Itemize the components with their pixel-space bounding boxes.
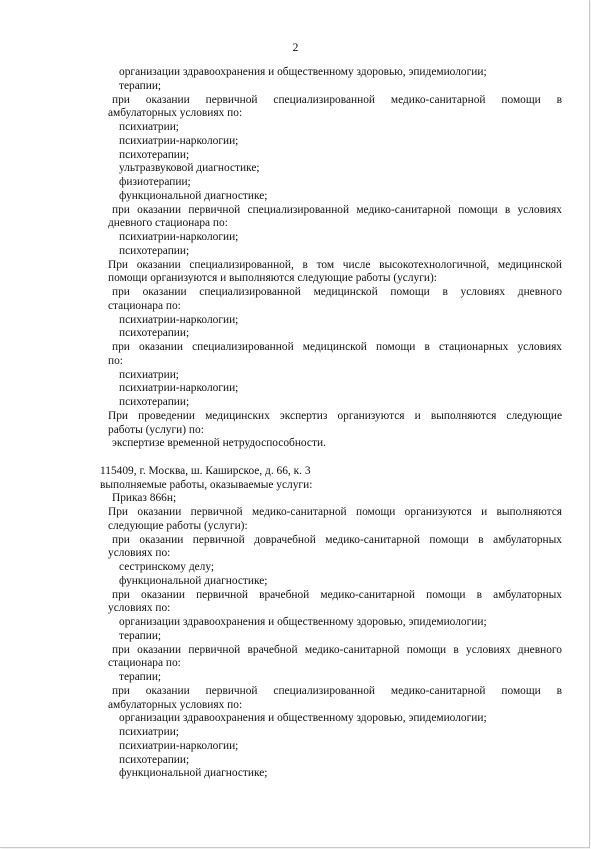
text-line: психотерапии;: [119, 148, 190, 161]
text-line: экспертизе временной нетрудоспособности.: [112, 437, 326, 450]
text-line: при оказании специализированной медицинской помощи в условиях дневного: [112, 286, 562, 298]
text-line: психотерапии;: [119, 244, 190, 257]
text-line: при оказании первичной врачебной медико-санитарной помощи в амбулаторных: [112, 588, 562, 601]
text-line: терапии;: [119, 671, 162, 683]
text-line: амбулаторных условиях по:: [108, 698, 243, 711]
text-line: При оказании первичной медико-санитарной помощи организуются и выполняются: [108, 506, 562, 518]
text-line: выполняемые работы, оказываемые услуги:: [100, 478, 313, 491]
text-line: амбулаторных условиях по:: [108, 107, 243, 120]
text-line: терапии;: [119, 629, 162, 642]
text-line: психиатрии;: [119, 121, 179, 133]
text-line: дневного стационара по:: [108, 217, 228, 230]
text-line: При проведении медицинских экспертиз организуются и выполняются следующие: [108, 409, 562, 422]
text-line: психиатрии-наркологии;: [119, 739, 239, 752]
text-line: по:: [108, 354, 123, 367]
text-line: стационара по:: [108, 299, 181, 312]
text-line: физиотерапии;: [119, 176, 191, 188]
text-line: при оказании первичной специализированной медико-санитарной помощи в: [112, 93, 562, 106]
text-line: психотерапии;: [119, 753, 190, 766]
text-line: помощи организуются и выполняются следующие работы (услуги):: [108, 272, 437, 285]
text-line: условиях по:: [108, 602, 171, 615]
text-line: при оказании первичной врачебной медико-санитарной помощи в условиях дневного: [112, 643, 562, 656]
text-line: организации здравоохранения и общественному здоровью, эпидемиологии;: [119, 712, 487, 725]
text-line: функциональной диагностике;: [119, 189, 268, 202]
text-line: функциональной диагностике;: [119, 574, 268, 587]
text-line: при оказании первичной специализированной медико-санитарной помощи в: [112, 684, 562, 697]
text-line: при оказании специализированной медицинской помощи в стационарных условиях: [112, 341, 562, 353]
text-line: стационара по:: [108, 657, 181, 670]
text-line: психиатрии-наркологии;: [119, 134, 239, 147]
text-line: психиатрии;: [119, 368, 179, 381]
text-line: условиях по:: [108, 547, 171, 560]
text-line: психиатрии-наркологии;: [119, 313, 239, 326]
text-line: следующие работы (услуги):: [108, 519, 248, 532]
text-line: психотерапии;: [119, 327, 190, 340]
text-line: терапии;: [119, 79, 162, 92]
text-line: организации здравоохранения и общественному здоровью, эпидемиологии;: [119, 616, 487, 628]
text-line: при оказании первичной специализированной медико-санитарной помощи в условиях: [112, 203, 562, 216]
text-line: организации здравоохранения и общественному здоровью, эпидемиологии;: [119, 66, 487, 78]
text-line: функциональной диагностике;: [119, 767, 268, 780]
text-line: психиатрии;: [119, 726, 179, 738]
text-line: при оказании первичной доврачебной медико-санитарной помощи в амбулаторных: [112, 533, 562, 546]
text-line: психотерапии;: [119, 396, 190, 408]
page-number: 2: [292, 42, 299, 54]
text-line: психиатрии-наркологии;: [119, 231, 239, 243]
text-line: ультразвуковой диагностике;: [119, 162, 260, 175]
blank-line: [100, 451, 562, 465]
text-line: 115409, г. Москва, ш. Каширское, д. 66, к. 3: [100, 464, 311, 477]
text-line: психиатрии-наркологии;: [119, 382, 239, 395]
text-line: сестринскому делу;: [119, 561, 215, 573]
document-body: [100, 66, 562, 781]
text-line: работы (услуги) по:: [108, 423, 204, 436]
text-line: При оказании специализированной, в том числе высокотехнологичной, медицинской: [108, 258, 562, 271]
text-line: Приказ 866н;: [112, 492, 177, 505]
